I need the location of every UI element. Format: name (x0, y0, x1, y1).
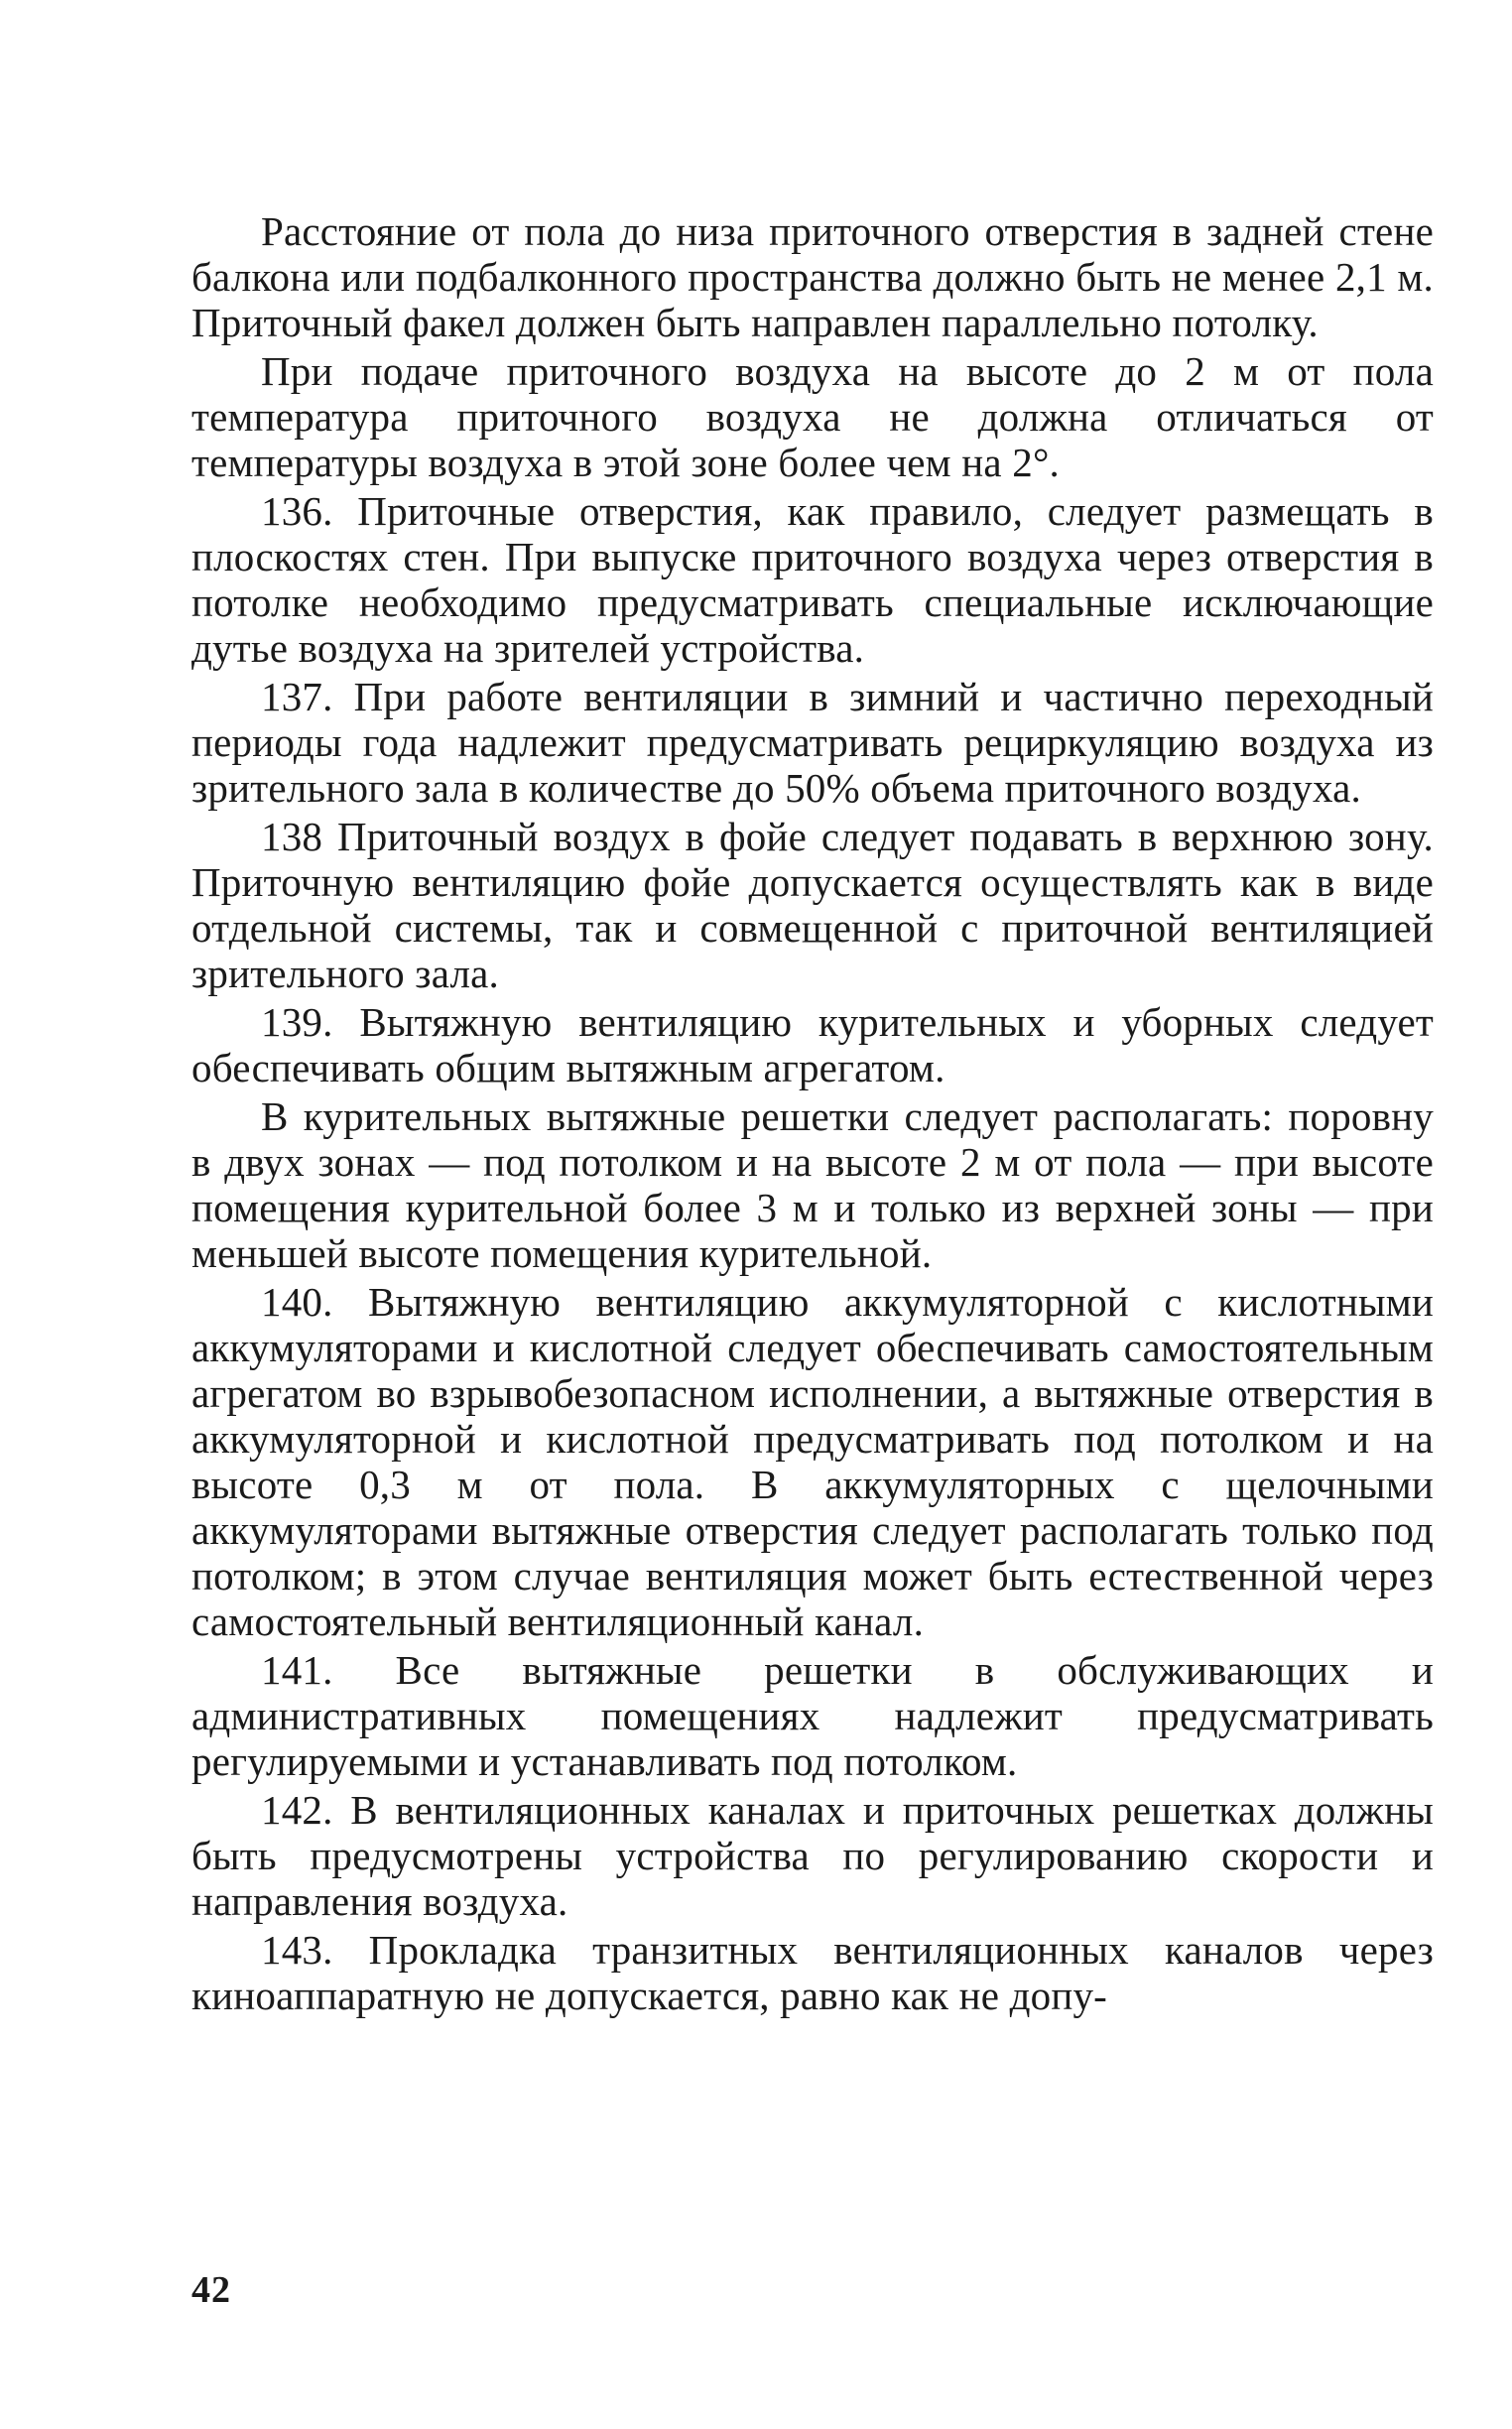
paragraph-143: 143. Прокладка транзитных вентиляционных каналов через киноаппаратную не допускается, равно как не допу- (191, 1927, 1434, 2018)
paragraph-136: 136. Приточные отверстия, как правило, следует размещать в плоскостях стен. При выпуске приточного воздуха через отверстия в потолке необходимо предусматривать специальные исключающие дутье воздуха на зрителей устройства. (191, 488, 1434, 671)
paragraph-smoking-rooms: В курительных вытяжные решетки следует располагать: поровну в двух зонах — под потолком и на высоте 2 м от пола — при высоте помещения курительной более 3 м и только из верхней зоны — при меньшей высоте помещения курительной. (191, 1093, 1434, 1276)
page-body (191, 208, 1434, 2018)
page-number: 42 (191, 2269, 231, 2311)
paragraph-142: 142. В вентиляционных каналах и приточных решетках должны быть предусмотрены устройства по регулированию скорости и направления воздуха. (191, 1787, 1434, 1924)
paragraph-supply-temperature: При подаче приточного воздуха на высоте до 2 м от пола температура приточного воздуха не должна отличаться от температуры воздуха в этой зоне более чем на 2°. (191, 348, 1434, 485)
paragraph-141: 141. Все вытяжные решетки в обслуживающих и административных помещениях надлежит предусматривать регулируемыми и устанавливать под потолком. (191, 1647, 1434, 1784)
paragraph-139: 139. Вытяжную вентиляцию курительных и уборных следует обеспечивать общим вытяжным агрегатом. (191, 999, 1434, 1090)
paragraph-140: 140. Вытяжную вентиляцию аккумуляторной с кислотными аккумуляторами и кислотной следует обеспечивать самостоятельным агрегатом во взрывобезопасном исполнении, а вытяжные отверстия в аккумуляторной и кислотной предусматривать под потолком и на высоте 0,3 м от пола. В аккумуляторных с щелочными аккумуляторами вытяжные отверстия следует располагать только под потолком; в этом случае вентиляция может быть естественной через самостоятельный вентиляционный канал. (191, 1279, 1434, 1644)
paragraph-138: 138 Приточный воздух в фойе следует подавать в верхнюю зону. Приточную вентиляцию фойе допускается осуществлять как в виде отдельной системы, так и совмещенной с приточной вентиляцией зрительного зала. (191, 814, 1434, 996)
paragraph-balcony-inlet: Расстояние от пола до низа приточного отверстия в задней стене балкона или подбалконного пространства должно быть не менее 2,1 м. Приточный факел должен быть направлен параллельно потолку. (191, 208, 1434, 345)
paragraph-137: 137. При работе вентиляции в зимний и частично переходный периоды года надлежит предусматривать рециркуляцию воздуха из зрительного зала в количестве до 50% объема приточного воздуха. (191, 674, 1434, 811)
